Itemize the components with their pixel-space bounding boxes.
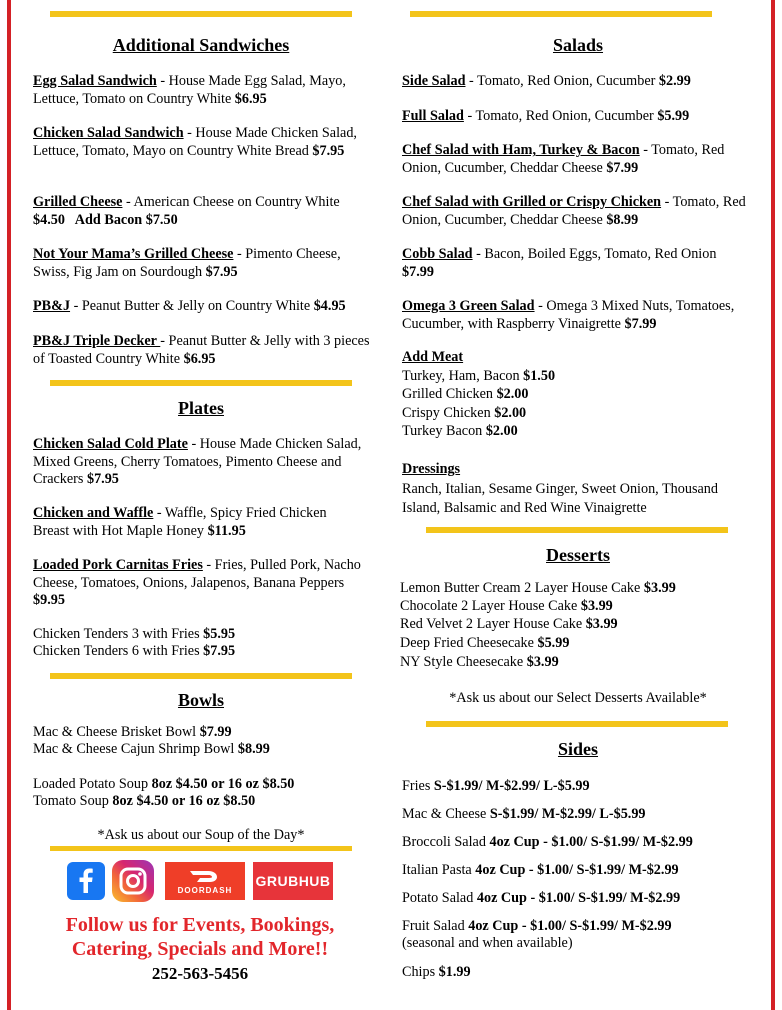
side-item-mac-cheese: Mac & Cheese S-$1.99/ M-$2.99/ L-$5.99 <box>402 806 646 822</box>
menu-item-cobb-salad: Cobb Salad - Bacon, Boiled Eggs, Tomato, Red Onion $7.99 <box>402 246 717 280</box>
menu-item-pbj: PB&J - Peanut Butter & Jelly on Country White $4.95 <box>33 298 346 314</box>
dessert-item: Lemon Butter Cream 2 Layer House Cake $3.99 <box>400 580 676 596</box>
section-title-salads: Salads <box>552 35 604 55</box>
doordash-icon <box>188 868 222 884</box>
menu-item-omega-3-salad: Omega 3 Green Salad - Omega 3 Mixed Nuts, Tomatoes, Cucumber, with Raspberry Vinaigrette $7.99 <box>402 298 735 332</box>
section-title-bowls: Bowls <box>177 690 224 710</box>
menu-item-full-salad: Full Salad - Tomato, Red Onion, Cucumber $5.99 <box>402 108 690 124</box>
side-item-chips: Chips $1.99 <box>402 964 471 980</box>
grubhub-badge[interactable] <box>253 862 333 900</box>
instagram-icon[interactable] <box>112 860 154 902</box>
follow-us-line-1: Follow us for Events, Bookings, <box>65 914 335 936</box>
select-desserts-note: *Ask us about our Select Desserts Available* <box>449 690 707 706</box>
divider-bar <box>410 11 712 17</box>
doordash-label: DOORDASH <box>177 885 233 895</box>
menu-item-chicken-salad-cold-plate: Chicken Salad Cold Plate - House Made Chicken Salad, Mixed Greens, Cherry Tomatoes, Pimento Cheese and Crackers $7.95 <box>33 436 362 487</box>
menu-item-loaded-potato-soup: Loaded Potato Soup 8oz $4.50 or 16 oz $8.50 <box>33 776 295 792</box>
side-item-potato-salad: Potato Salad 4oz Cup - $1.00/ S-$1.99/ M-$2.99 <box>402 890 681 906</box>
add-meat-item: Turkey Bacon $2.00 <box>402 423 518 439</box>
menu-item-not-your-mamas: Not Your Mama’s Grilled Cheese - Pimento Cheese, Swiss, Fig Jam on Sourdough $7.95 <box>33 246 341 280</box>
menu-item-pbj-triple-decker: PB&J Triple Decker - Peanut Butter & Jelly with 3 pieces of Toasted Country White $6.95 <box>33 333 370 367</box>
phone-number[interactable]: 252-563-5456 <box>151 964 249 983</box>
menu-item-chicken-and-waffle: Chicken and Waffle - Waffle, Spicy Fried Chicken Breast with Hot Maple Honey $11.95 <box>33 505 327 539</box>
divider-bar <box>426 721 728 727</box>
grubhub-label: GRUBHUB <box>255 873 331 889</box>
dressings-list: Ranch, Italian, Sesame Ginger, Sweet Onion, Thousand Island, Balsamic and Red Wine Vinaigrette <box>402 481 718 516</box>
menu-item-chicken-tenders-3: Chicken Tenders 3 with Fries $5.95 <box>33 626 236 642</box>
follow-us-line-2: Catering, Specials and More!! <box>71 938 329 960</box>
divider-bar <box>50 846 352 851</box>
section-title-additional-sandwiches: Additional Sandwiches <box>112 35 290 55</box>
menu-item-brisket-bowl: Mac & Cheese Brisket Bowl $7.99 <box>33 724 232 740</box>
menu-item-chicken-salad: Chicken Salad Sandwich - House Made Chicken Salad, Lettuce, Tomato, Mayo on Country White Bread $7.95 <box>33 125 357 159</box>
divider-bar <box>50 673 352 679</box>
menu-item-chef-salad-ham: Chef Salad with Ham, Turkey & Bacon - Tomato, Red Onion, Cucumber, Cheddar Cheese $7.99 <box>402 142 725 176</box>
fruit-salad-note: (seasonal and when available) <box>402 935 573 951</box>
menu-item-side-salad: Side Salad - Tomato, Red Onion, Cucumber $2.99 <box>402 73 691 89</box>
right-red-border <box>771 0 775 1010</box>
menu-item-tomato-soup: Tomato Soup 8oz $4.50 or 16 oz $8.50 <box>33 793 256 809</box>
side-item-broccoli-salad: Broccoli Salad 4oz Cup - $1.00/ S-$1.99/ M-$2.99 <box>402 834 693 850</box>
dessert-item: Red Velvet 2 Layer House Cake $3.99 <box>400 616 618 632</box>
divider-bar <box>426 527 728 533</box>
side-item-fries: Fries S-$1.99/ M-$2.99/ L-$5.99 <box>402 778 590 794</box>
facebook-icon[interactable] <box>67 862 105 900</box>
dessert-item: NY Style Cheesecake $3.99 <box>400 654 559 670</box>
dressings-title: Dressings <box>402 461 461 477</box>
divider-bar <box>50 380 352 386</box>
section-title-plates: Plates <box>178 398 224 418</box>
menu-item-cajun-shrimp-bowl: Mac & Cheese Cajun Shrimp Bowl $8.99 <box>33 741 270 757</box>
section-title-desserts: Desserts <box>546 545 610 565</box>
add-meat-item: Crispy Chicken $2.00 <box>402 405 527 421</box>
add-meat-title: Add Meat <box>402 349 464 365</box>
dessert-item: Chocolate 2 Layer House Cake $3.99 <box>400 598 613 614</box>
instagram-glyph <box>112 860 154 902</box>
soup-of-the-day-note: *Ask us about our Soup of the Day* <box>97 827 305 843</box>
add-meat-item: Turkey, Ham, Bacon $1.50 <box>402 368 556 384</box>
divider-bar <box>50 11 352 17</box>
menu-item-chicken-tenders-6: Chicken Tenders 6 with Fries $7.95 <box>33 643 236 659</box>
menu-item-loaded-pork-carnitas: Loaded Pork Carnitas Fries - Fries, Pulled Pork, Nacho Cheese, Tomatoes, Onions, Jalapenos, Banana Peppers $9.95 <box>33 557 361 608</box>
section-title-sides: Sides <box>557 739 599 759</box>
side-item-italian-pasta: Italian Pasta 4oz Cup - $1.00/ S-$1.99/ M-$2.99 <box>402 862 679 878</box>
left-red-border <box>7 0 11 1010</box>
menu-item-egg-salad: Egg Salad Sandwich - House Made Egg Salad, Mayo, Lettuce, Tomato on Country White $6.95 <box>33 73 346 107</box>
add-meat-item: Grilled Chicken $2.00 <box>402 386 529 402</box>
menu-item-grilled-cheese: Grilled Cheese - American Cheese on Country White $4.50 Add Bacon $7.50 <box>33 194 340 228</box>
doordash-badge[interactable] <box>165 862 245 900</box>
dessert-item: Deep Fried Cheesecake $5.99 <box>400 635 570 651</box>
facebook-glyph <box>67 862 105 900</box>
side-item-fruit-salad: Fruit Salad 4oz Cup - $1.00/ S-$1.99/ M-$2.99 <box>402 918 672 934</box>
menu-item-chef-salad-chicken: Chef Salad with Grilled or Crispy Chicken - Tomato, Red Onion, Cucumber, Cheddar Cheese $8.99 <box>402 194 746 228</box>
